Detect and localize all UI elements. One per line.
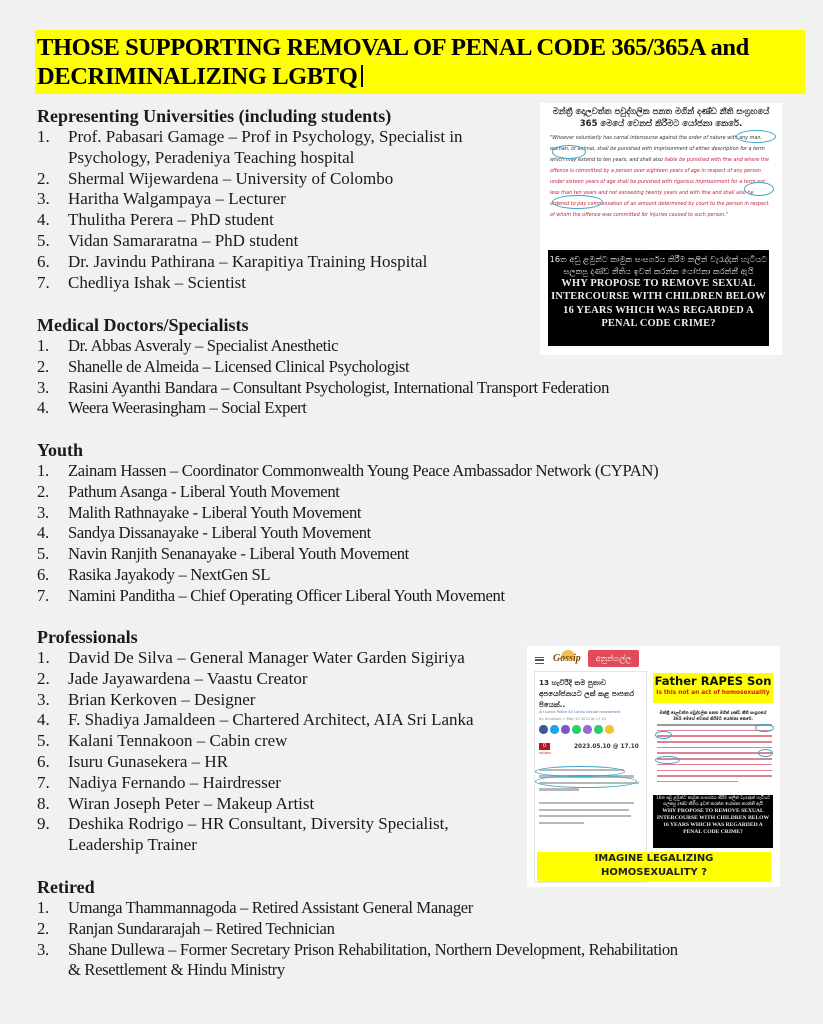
item-text: Namini Panditha – Chief Operating Officer Liberal Youth Movement [68, 585, 505, 605]
article-date: 2023.05.10 @ 17.10 [574, 744, 639, 750]
item-text: Dr. Javindu Pathirana – Karapitiya Training Hospital [68, 251, 428, 271]
professionals-list [37, 648, 474, 856]
bottom-banner-line: HOMOSEXUALITY ? [600, 867, 708, 878]
item-number: 1. [37, 461, 49, 480]
item-text: Brian Kerkoven – Designer [68, 689, 256, 709]
bottom-banner [537, 852, 771, 882]
section-heading: Representing Universities (including students) [37, 106, 392, 126]
item-number: 7. [37, 772, 50, 792]
banner-sinhala-text: 16ත අඩු ළමුන්ට කාමුක සංසර්ගය කිරීම කලින් වැරැද්දක් හැටියට සලකපු දණ්ඩ නීතිය ඉවත් කරන්න යෝජනා කරන්නී ඇයි [655, 796, 771, 807]
list-item [37, 586, 658, 607]
annotation-circle [736, 130, 776, 143]
item-text: Thulitha Perera – PhD student [68, 210, 274, 230]
item-number: 8. [37, 793, 50, 813]
list-item [37, 357, 609, 378]
section-retired [37, 877, 678, 981]
item-text: David De Silva – General Manager Water Garden Sigiriya [68, 648, 465, 667]
list-item [37, 544, 658, 565]
whatsapp-share-icon [572, 725, 581, 734]
list-item [37, 565, 658, 586]
list-item [37, 378, 609, 399]
banner-english-line: INTERCOURSE WITH CHILDREN BELOW [551, 291, 766, 303]
item-number: 6. [37, 251, 50, 271]
question-banner [548, 250, 769, 346]
list-item [37, 169, 463, 190]
item-text: Nadiya Fernando – Hairdresser [68, 772, 281, 792]
share-buttons [539, 725, 614, 734]
question-banner [653, 795, 773, 848]
item-text: Umanga Thammannagoda – Retired Assistant General Manager [68, 898, 473, 917]
item-text: Vidan Samararatna – PhD student [68, 230, 299, 250]
text-cursor [361, 65, 363, 87]
item-number: 2. [37, 918, 49, 938]
item-text: Rasini Ayanthi Bandara – Consultant Psychologist, International Transport Federation [68, 377, 610, 397]
title-line-1: THOSE SUPPORTING REMOVAL OF PENAL CODE 365/365A and [37, 34, 749, 61]
retired-list [37, 898, 678, 981]
item-text: Wiran Joseph Peter – Makeup Artist [68, 793, 315, 813]
item-number: 3. [37, 689, 50, 709]
annotation-circle [755, 724, 774, 732]
item-text: Kalani Tennakoon – Cabin crew [68, 731, 288, 751]
list-item [37, 731, 474, 752]
list-item [37, 794, 474, 815]
item-text: Dr. Abbas Asveraly – Specialist Anesthetic [68, 336, 339, 355]
viber-share-icon [583, 725, 592, 734]
item-number: 4. [37, 210, 50, 230]
site-logo: Gossip [553, 653, 581, 664]
section-heading: Youth [37, 440, 84, 460]
twitter-share-icon [550, 725, 559, 734]
item-text-continued: & Resettlement & Hindu Ministry [68, 960, 285, 980]
list-item [37, 814, 474, 856]
item-number: 6. [37, 751, 50, 771]
item-number: 4. [37, 710, 50, 730]
list-item [37, 898, 678, 919]
item-number: 3. [37, 939, 49, 959]
section-medical [37, 315, 609, 419]
list-item [37, 690, 474, 711]
annotation-circle [552, 195, 603, 209]
title-line-2 [37, 62, 805, 91]
list-item [37, 669, 474, 690]
headline-banner-subtitle: Is this not an act of homosexuality [656, 690, 770, 696]
medical-list [37, 336, 609, 419]
section-professionals [37, 627, 474, 856]
youth-list [37, 461, 658, 607]
item-text: Navin Ranjith Senanayake - Liberal Youth Movement [68, 544, 409, 564]
facebook-share-icon [539, 725, 548, 734]
item-text: Haritha Walgampaya – Lecturer [68, 189, 286, 209]
list-item [37, 710, 474, 731]
item-text: Rasika Jayakody – NextGen SL [68, 564, 271, 584]
list-item [37, 127, 463, 169]
item-text: Isuru Gunasekera – HR [68, 751, 229, 771]
item-number: 7. [37, 272, 50, 292]
banner-sinhala-text: 16ත අඩු ළමුන්ට කාමුක සංසර්ගය කිරීම කලින් වැරැද්දක් හැටියට සලකපු දණ්ඩ නීතිය ඉවත් කරන්න යෝජනා කරන්නී ඇයි [549, 254, 768, 276]
item-text: Deshika Rodrigo – HR Consultant, Diversity Specialist, [68, 814, 449, 834]
annotation-circle [655, 731, 672, 739]
list-item [37, 773, 474, 794]
universities-list [37, 127, 463, 293]
item-number: 6. [37, 564, 49, 584]
list-item [37, 189, 463, 210]
penal-code-quote-image [540, 103, 782, 355]
headline-banner-title: Father RAPES Son [654, 674, 772, 688]
item-text-continued: Psychology, Peradeniya Teaching hospital [68, 147, 355, 167]
item-text: Sandya Dissanayake - Liberal Youth Movement [68, 523, 371, 543]
annotation-circle [655, 756, 680, 764]
banner-english-line: 16 YEARS WHICH WAS REGARDED A [663, 822, 763, 829]
item-number: 5. [37, 230, 50, 250]
item-number: 1. [37, 648, 50, 667]
title-highlight-box [35, 30, 805, 94]
annotation-circle [758, 749, 773, 757]
item-number: 9. [37, 814, 50, 834]
item-number: 2. [37, 668, 50, 688]
quote-text: "Whoever voluntarily has carnal intercourse against the order of nature with any man, woman, or animal, shall be punished with imprisonment of either description for a term which may extend to ten years, and shall also [550, 135, 765, 163]
section-heading: Medical Doctors/Specialists [37, 315, 249, 335]
mini-quote-text [657, 724, 772, 787]
item-number: 2. [37, 356, 49, 376]
section-heading: Professionals [37, 627, 138, 647]
annotation-circle [744, 182, 774, 196]
share-label: SHARES [539, 751, 552, 755]
article-categories: Sri Lanka Police Sri Lanka Sexual harassment [539, 710, 621, 714]
item-text: Ranjan Sundararajah – Retired Technician [68, 918, 335, 938]
news-collage-image [527, 646, 780, 887]
item-number: 1. [37, 898, 49, 917]
list-item [37, 752, 474, 773]
item-text: Shermal Wijewardena – University of Colombo [68, 168, 394, 188]
list-item [37, 482, 658, 503]
item-number: 1. [37, 127, 50, 146]
share-count: 0 [539, 743, 550, 750]
item-number: 7. [37, 585, 49, 605]
quote-text-highlighted: liable be punished with fine and where the offence is committed by a person over eighteen years of age in respect of any person under sixteen years of age shall be punished with rigorous imprisonment for a term not less than ten years and not exceeding twenty years and with fine and shall also be ordered to pay compensation of an amount determined by court to the person in respect of whom the offence was committed for injuries caused to such person." [550, 157, 769, 218]
item-number: 3. [37, 377, 49, 397]
title-line-2-text: DECRIMINALIZING LGBTQ [37, 63, 358, 90]
item-number: 2. [37, 168, 50, 188]
item-number: 4. [37, 398, 49, 418]
banner-english-line: PENAL CODE CRIME? [601, 317, 716, 329]
list-item [37, 273, 463, 294]
banner-english-line: WHY PROPOSE TO REMOVE SEXUAL [561, 278, 756, 289]
hamburger-menu-icon [535, 657, 544, 664]
list-item [37, 210, 463, 231]
list-item [37, 940, 678, 982]
category-tag: අනුන්ගල්ල [588, 650, 639, 667]
item-text: Jade Jayawardena – Vaastu Creator [68, 668, 308, 688]
list-item [37, 523, 658, 544]
item-text: Pathum Asanga - Liberal Youth Movement [68, 481, 340, 501]
list-item [37, 252, 463, 273]
article-headline: 13 හැවිරිදි තම පුතාව අපයෝජනයට ලක් කළ පාපතර පියෙක්.. [539, 678, 635, 709]
item-text-continued: Leadership Trainer [68, 835, 197, 855]
item-text: Malith Rathnayake - Liberal Youth Movement [68, 502, 362, 522]
list-item [37, 336, 609, 357]
list-item [37, 398, 609, 419]
banner-english-line: INTERCOURSE WITH CHILDREN BELOW [656, 815, 770, 822]
item-text: Shane Dullewa – Former Secretary Prison Rehabilitation, Northern Development, Rehabilitation [68, 939, 678, 959]
banner-english-line: 16 YEARS WHICH WAS REGARDED A [563, 304, 754, 316]
item-number: 3. [37, 189, 50, 209]
list-item [37, 503, 658, 524]
email-share-icon [605, 725, 614, 734]
item-number: 1. [37, 336, 49, 355]
section-youth [37, 440, 658, 607]
item-text: F. Shadiya Jamaldeen – Chartered Architect, AIA Sri Lanka [68, 710, 474, 730]
list-item [37, 919, 678, 940]
headline-banner [653, 673, 773, 703]
item-text: Prof. Pabasari Gamage – Prof in Psychology, Specialist in [68, 127, 463, 146]
list-item [37, 231, 463, 252]
item-number: 5. [37, 731, 50, 751]
sms-share-icon [594, 725, 603, 734]
article-byline: By Anushani ⏲ May 10 2023 at 17:10 [539, 717, 607, 721]
list-item [37, 648, 474, 669]
list-item [37, 461, 658, 482]
item-number: 4. [37, 523, 49, 543]
item-text: Zainam Hassen – Coordinator Commonwealth Young Peace Ambassador Network (CYPAN) [68, 461, 659, 480]
sinhala-heading: මන්ත්‍රී දොලවත්ත පවුද්ගලික පනත මගින් දණ්ඩ නීති සංග්‍රහයේ 365 මෙයේ වෙනස් කිරීමට යෝජනා කෙරේ. [552, 107, 770, 129]
annotation-circle [552, 145, 586, 159]
item-text: Shanelle de Almeida – Licensed Clinical Psychologist [68, 356, 410, 376]
item-text: Chedliya Ishak – Scientist [68, 272, 247, 292]
item-number: 5. [37, 544, 49, 564]
section-universities [37, 106, 463, 293]
banner-english-line: WHY PROPOSE TO REMOVE SEXUAL [662, 808, 764, 814]
annotation-circle [535, 775, 637, 788]
banner-english-line: PENAL CODE CRIME? [683, 829, 743, 836]
bottom-banner-line: IMAGINE LEGALIZING [594, 853, 714, 864]
item-number: 3. [37, 502, 49, 522]
item-text: Weera Weerasingham – Social Expert [68, 398, 307, 418]
mini-sinhala-heading: මන්ත්‍රී දොලවත්ත පවුද්ගලික පනත මගින් දණ්ඩ නීති සංග්‍රහයේ 365 මෙයේ වෙනස් කිරීමට යෝජනා කෙරේ. [659, 710, 767, 721]
messenger-share-icon [561, 725, 570, 734]
item-number: 2. [37, 481, 49, 501]
section-heading: Retired [37, 877, 95, 897]
